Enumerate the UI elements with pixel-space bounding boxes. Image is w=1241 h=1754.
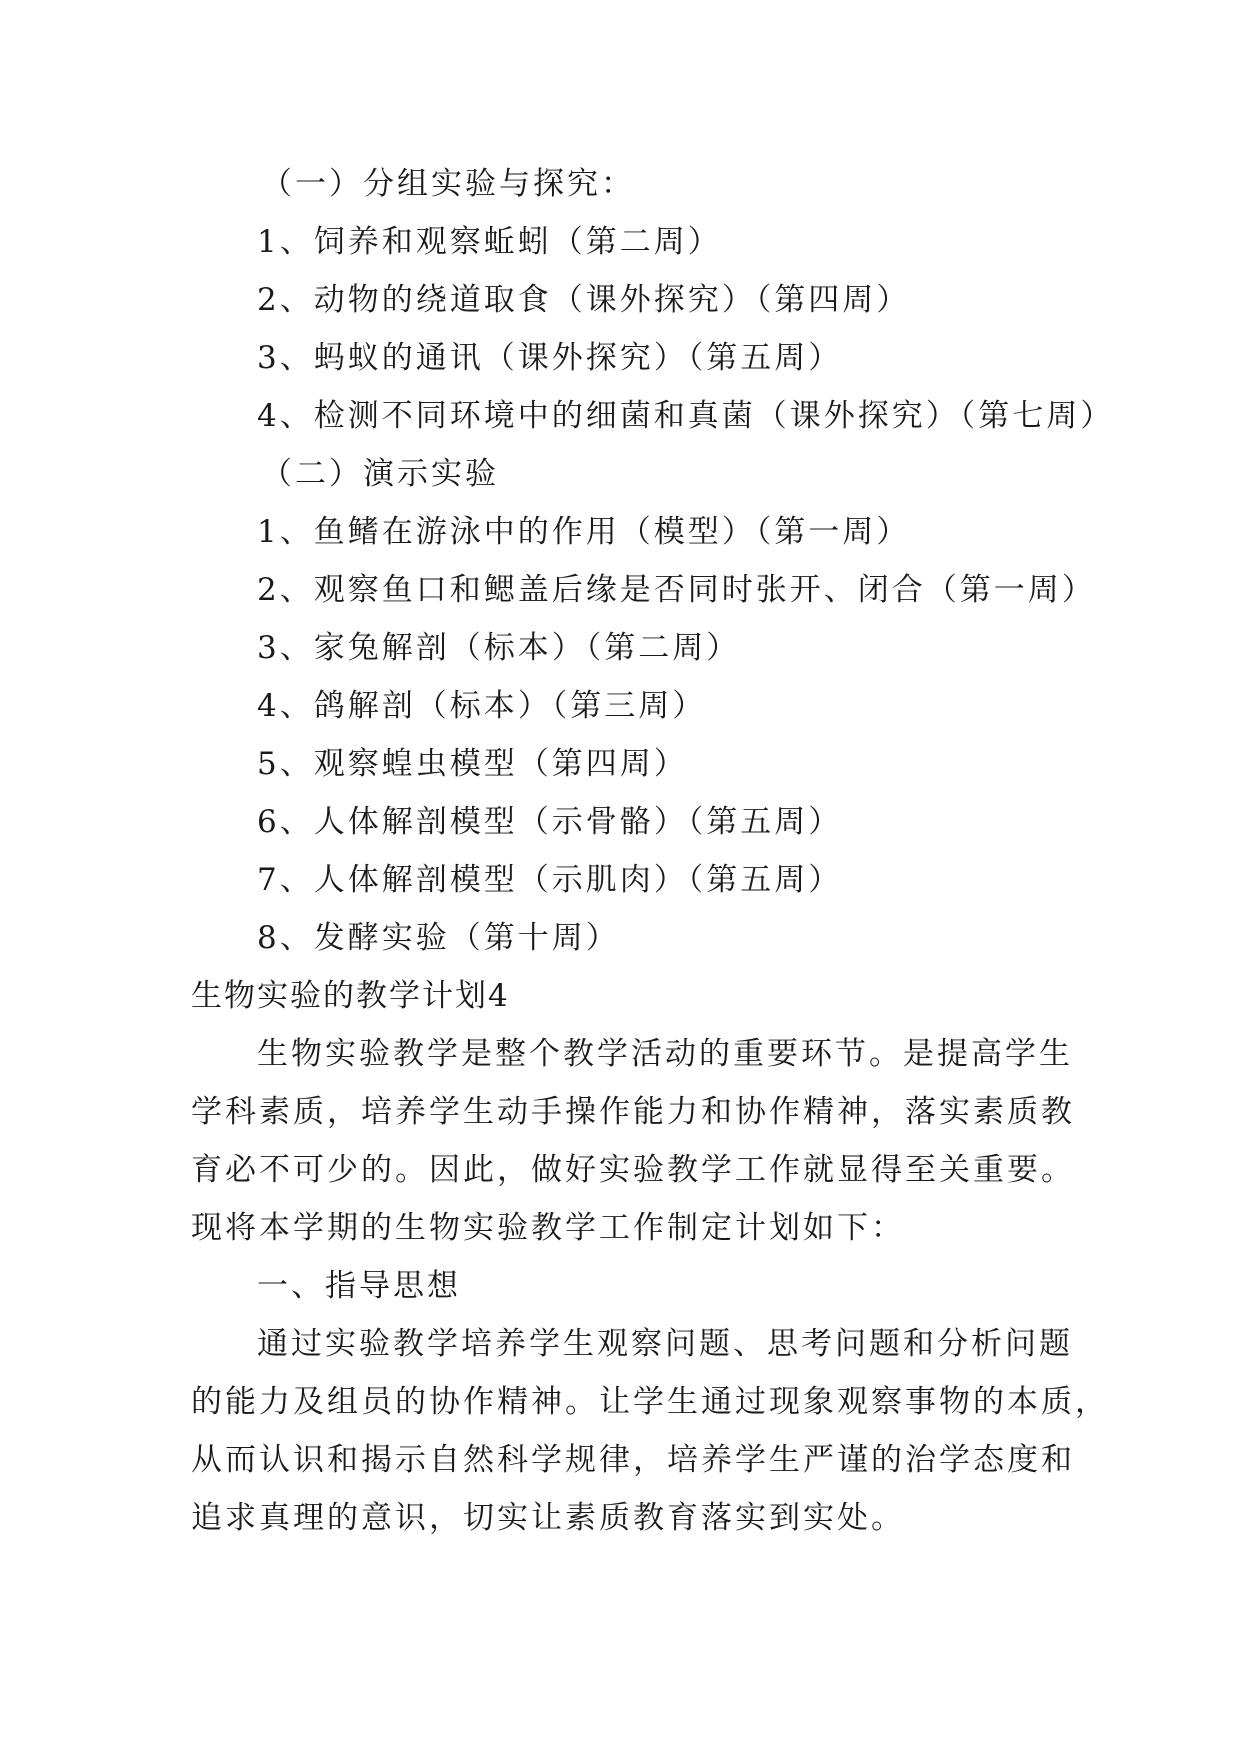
demo-item-4: 4、鸽解剖（标本）（第三周） (257, 688, 707, 724)
plan-title: 生物实验的教学计划4 (191, 978, 510, 1014)
demo-experiment-heading: （二）演示实验 (261, 456, 499, 492)
demo-item-8: 8、发酵实验（第十周） (257, 920, 620, 956)
demo-item-1: 1、鱼鳍在游泳中的作用（模型）（第一周） (257, 514, 911, 550)
intro-line-3: 育必不可少的。因此，做好实验教学工作就显得至关重要。 (191, 1152, 1075, 1188)
group-item-3: 3、蚂蚁的通讯（课外探究）（第五周） (257, 340, 843, 376)
group-item-2: 2、动物的绕道取食（课外探究）（第四周） (257, 282, 911, 318)
intro-line-4: 现将本学期的生物实验教学工作制定计划如下： (191, 1210, 905, 1246)
group-item-4: 4、检测不同环境中的细菌和真菌（课外探究）（第七周） (257, 398, 1115, 434)
demo-item-3: 3、家兔解剖（标本）（第二周） (257, 630, 741, 666)
demo-item-2: 2、观察鱼口和鳃盖后缘是否同时张开、闭合（第一周） (257, 572, 1096, 608)
demo-item-7: 7、人体解剖模型（示肌肉）（第五周） (257, 862, 843, 898)
intro-line-2: 学科素质，培养学生动手操作能力和协作精神，落实素质教 (191, 1094, 1075, 1130)
group-item-1: 1、饲养和观察蚯蚓（第二周） (257, 224, 722, 260)
group-experiment-heading: （一）分组实验与探究： (261, 166, 635, 202)
demo-item-5: 5、观察蝗虫模型（第四周） (257, 746, 688, 782)
guiding-heading: 一、指导思想 (257, 1268, 461, 1304)
guiding-line-1: 通过实验教学培养学生观察问题、思考问题和分析问题 (257, 1326, 1073, 1362)
guiding-line-2: 的能力及组员的协作精神。让学生通过现象观察事物的本质， (191, 1384, 1109, 1420)
intro-line-1: 生物实验教学是整个教学活动的重要环节。是提高学生 (257, 1036, 1073, 1072)
guiding-line-4: 追求真理的意识，切实让素质教育落实到实处。 (191, 1500, 905, 1536)
guiding-line-3: 从而认识和揭示自然科学规律，培养学生严谨的治学态度和 (191, 1442, 1075, 1478)
demo-item-6: 6、人体解剖模型（示骨骼）（第五周） (257, 804, 843, 840)
